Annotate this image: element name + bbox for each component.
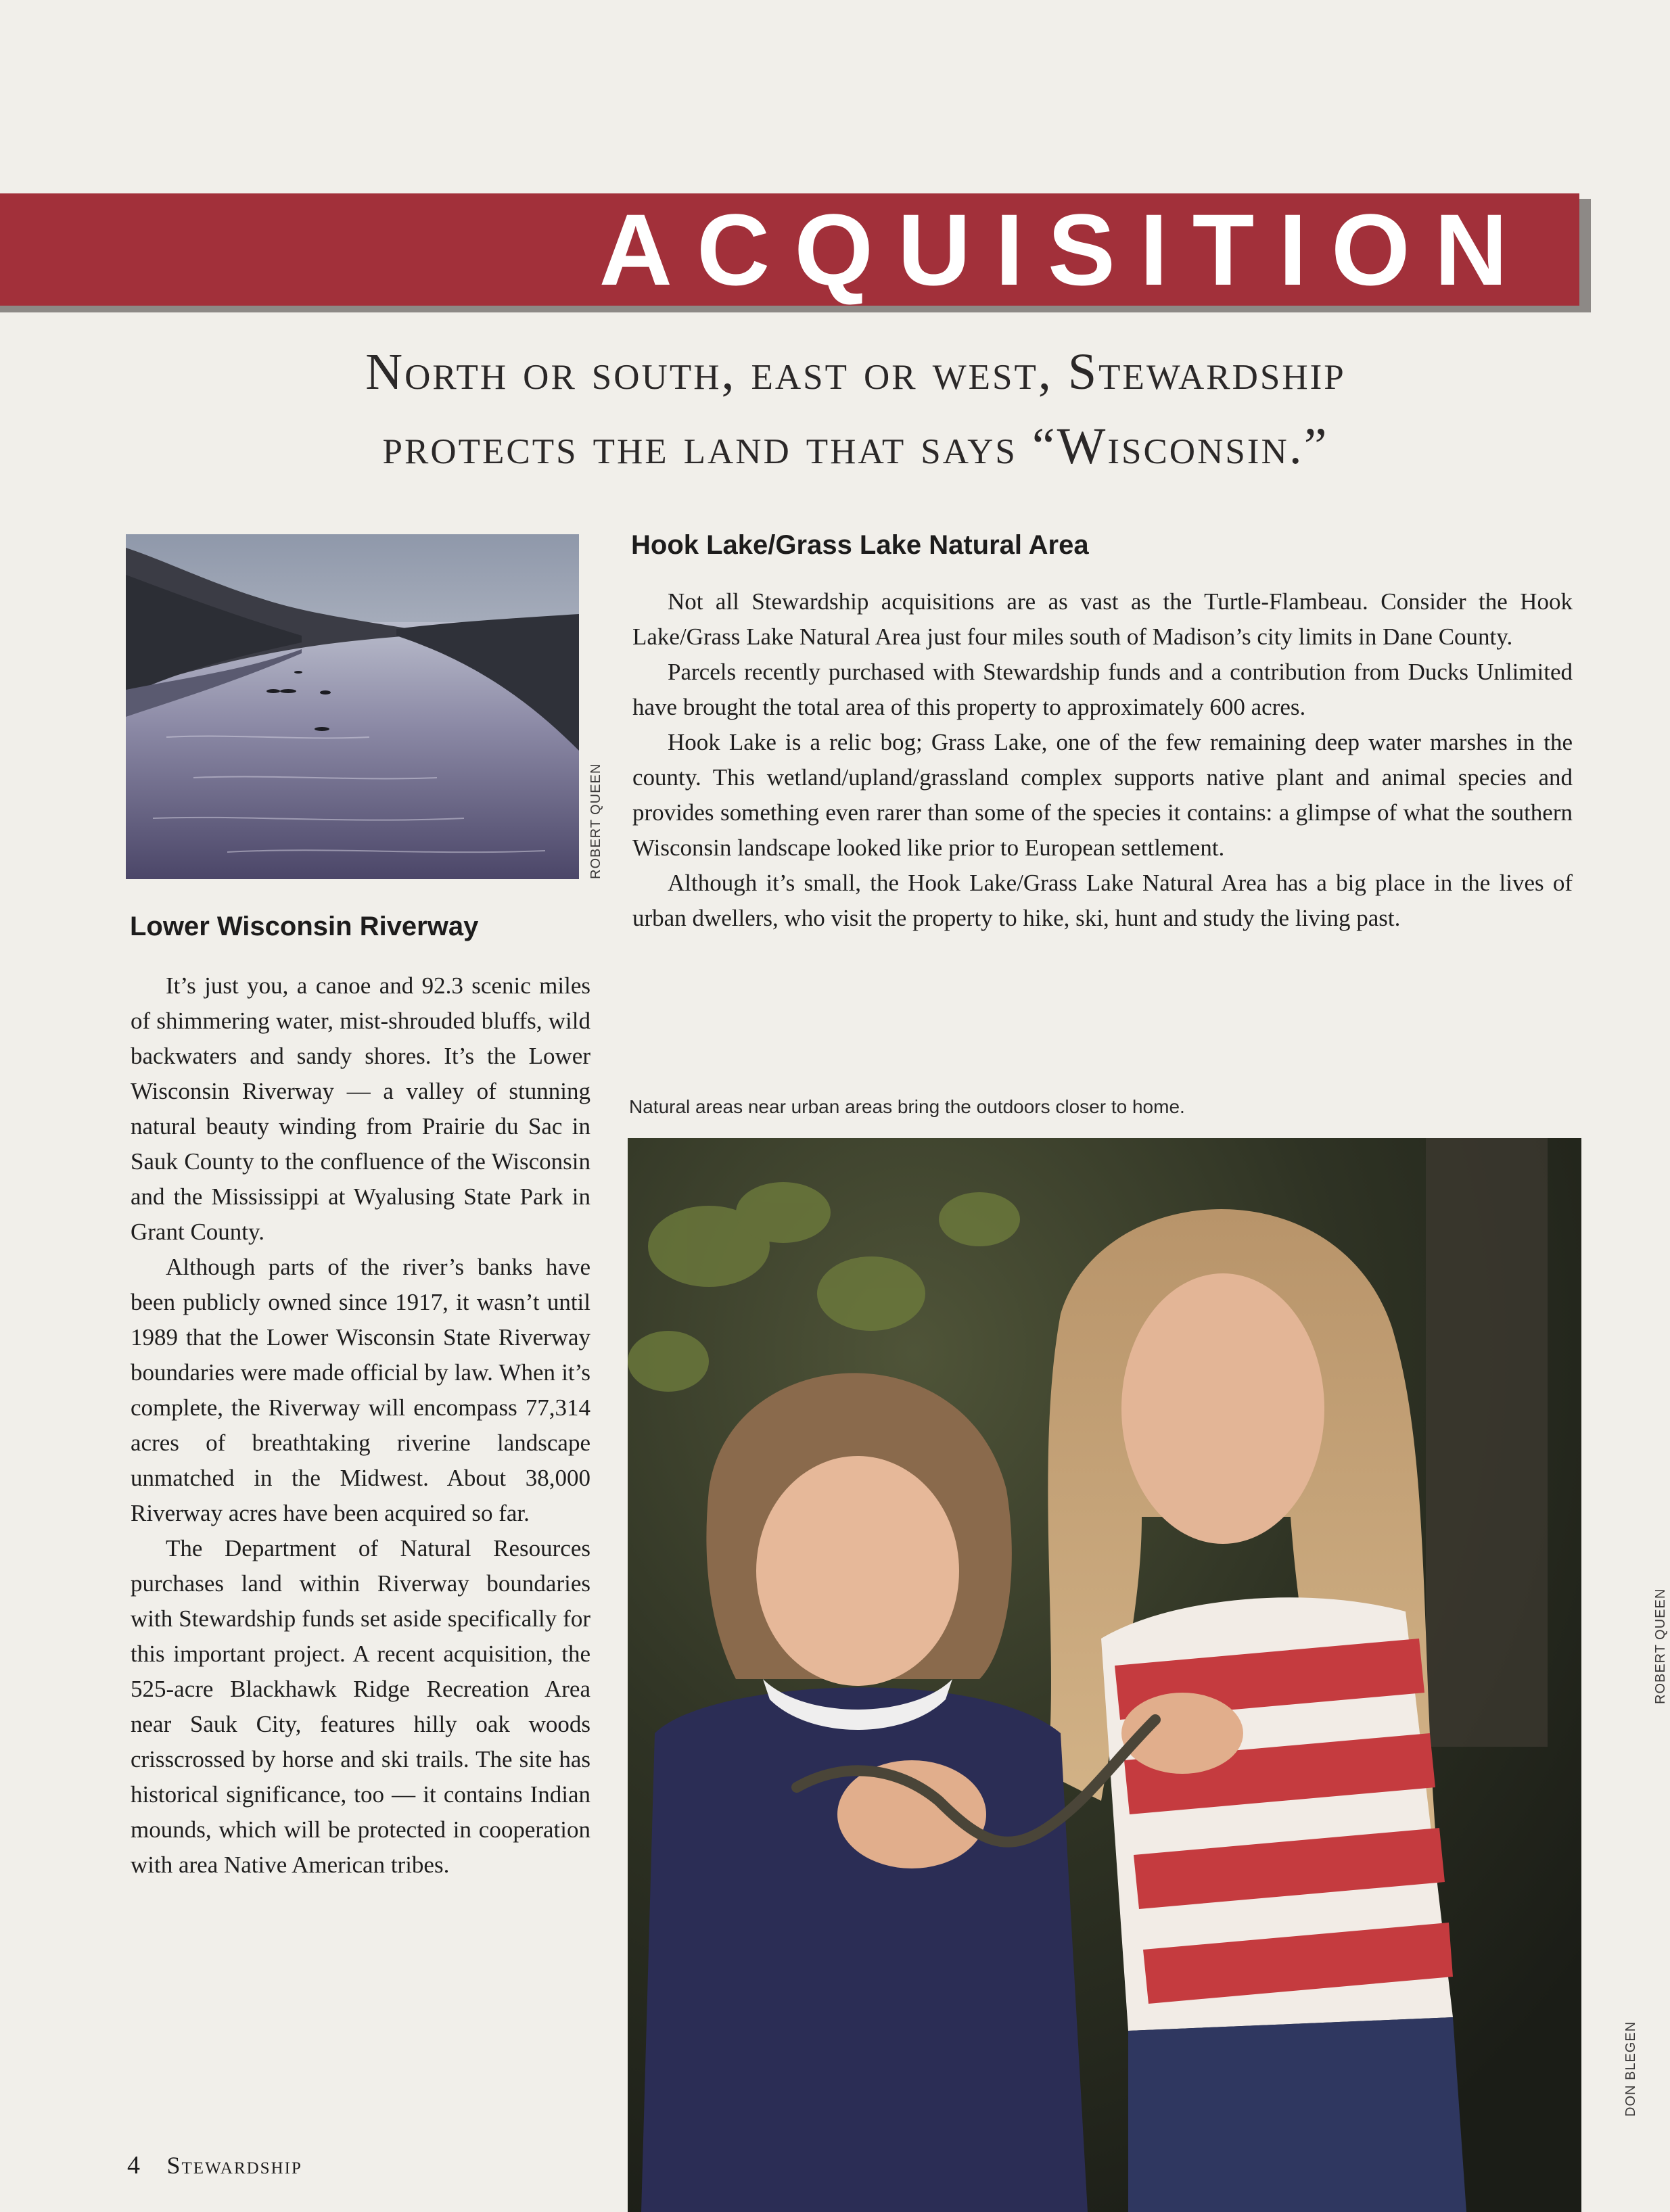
publication-name: Stewardship	[166, 2152, 302, 2179]
photo-caption: Natural areas near urban areas bring the outdoors closer to home.	[629, 1096, 1185, 1117]
page-subtitle	[81, 335, 1630, 484]
children-photo	[628, 1138, 1581, 2212]
subtitle-line-2: protects the land that says “Wisconsin.”	[382, 418, 1329, 475]
left-paragraph-2: Although parts of the river’s banks have been publicly owned since 1917, it wasn’t until 1989 that the Lower Wisconsin State Riverway boundaries were made official by law. When it’s complete, the Riverway will encompass 77,314 acres of breathtaking riverine landscape unmatched in the Midwest. About 38,000 Riverway acres have been acquired so far.	[131, 1254, 590, 1526]
left-paragraph-1: It’s just you, a canoe and 92.3 scenic miles of shimmering water, mist-shrouded bluffs, wild backwaters and sandy shores. It’s the Lower Wisconsin Riverway — a valley of stunning natural beauty winding from Prairie du Sac in Sauk County to the confluence of the Wisconsin and the Mississippi at Wyalusing State Park in Grant County.	[131, 972, 590, 1245]
subtitle-line-1: North or south, east or west, Stewardship	[365, 344, 1346, 400]
right-paragraph-1: Not all Stewardship acquisitions are as vast as the Turtle-Flambeau. Consider the Hook Lake/Grass Lake Natural Area just four miles south of Madison’s city limits in Dane County.	[632, 588, 1573, 650]
section-banner	[0, 193, 1579, 306]
river-photo-credit: ROBERT QUEEN	[588, 763, 603, 879]
river-photo-illustration	[126, 534, 579, 879]
right-paragraph-4: Although it’s small, the Hook Lake/Grass Lake Natural Area has a big place in the lives of urban dwellers, who visit the property to hike, ski, hunt and study the living past.	[632, 870, 1573, 931]
left-article-body	[131, 968, 590, 1883]
left-paragraph-3: The Department of Natural Resources purchases land within Riverway boundaries with Stewardship funds set aside specifically for this important project. A recent acquisition, the 525-acre Blackhawk Ridge Recreation Area near Sauk City, features hilly oak woods crisscrossed by horse and ski trails. The site has historical significance, too — it contains Indian mounds, which will be protected in cooperation with area Native American tribes.	[131, 1535, 590, 1878]
children-photo-illustration	[628, 1138, 1581, 2212]
right-paragraph-2: Parcels recently purchased with Stewardship funds and a contribution from Ducks Unlimited have brought the total area of this property to approximately 600 acres.	[632, 659, 1573, 720]
river-photo	[126, 534, 579, 879]
right-paragraph-3: Hook Lake is a relic bog; Grass Lake, one of the few remaining deep water marshes in the county. This wetland/upland/grassland complex supports native plant and animal species and provides something even rarer than some of the species it contains: a glimpse of what the southern Wisconsin landscape looked like prior to European settlement.	[632, 729, 1573, 861]
margin-photo-credit: ROBERT QUEEN	[1653, 1588, 1668, 1704]
left-article-heading: Lower Wisconsin Riverway	[130, 912, 479, 941]
page-footer	[127, 2150, 302, 2180]
children-photo-credit: DON BLEGEN	[1623, 2021, 1638, 2117]
right-article-heading: Hook Lake/Grass Lake Natural Area	[631, 530, 1089, 560]
right-article-body	[632, 584, 1573, 936]
section-title: ACQUISITION	[599, 193, 1532, 306]
page-number: 4	[127, 2151, 140, 2180]
